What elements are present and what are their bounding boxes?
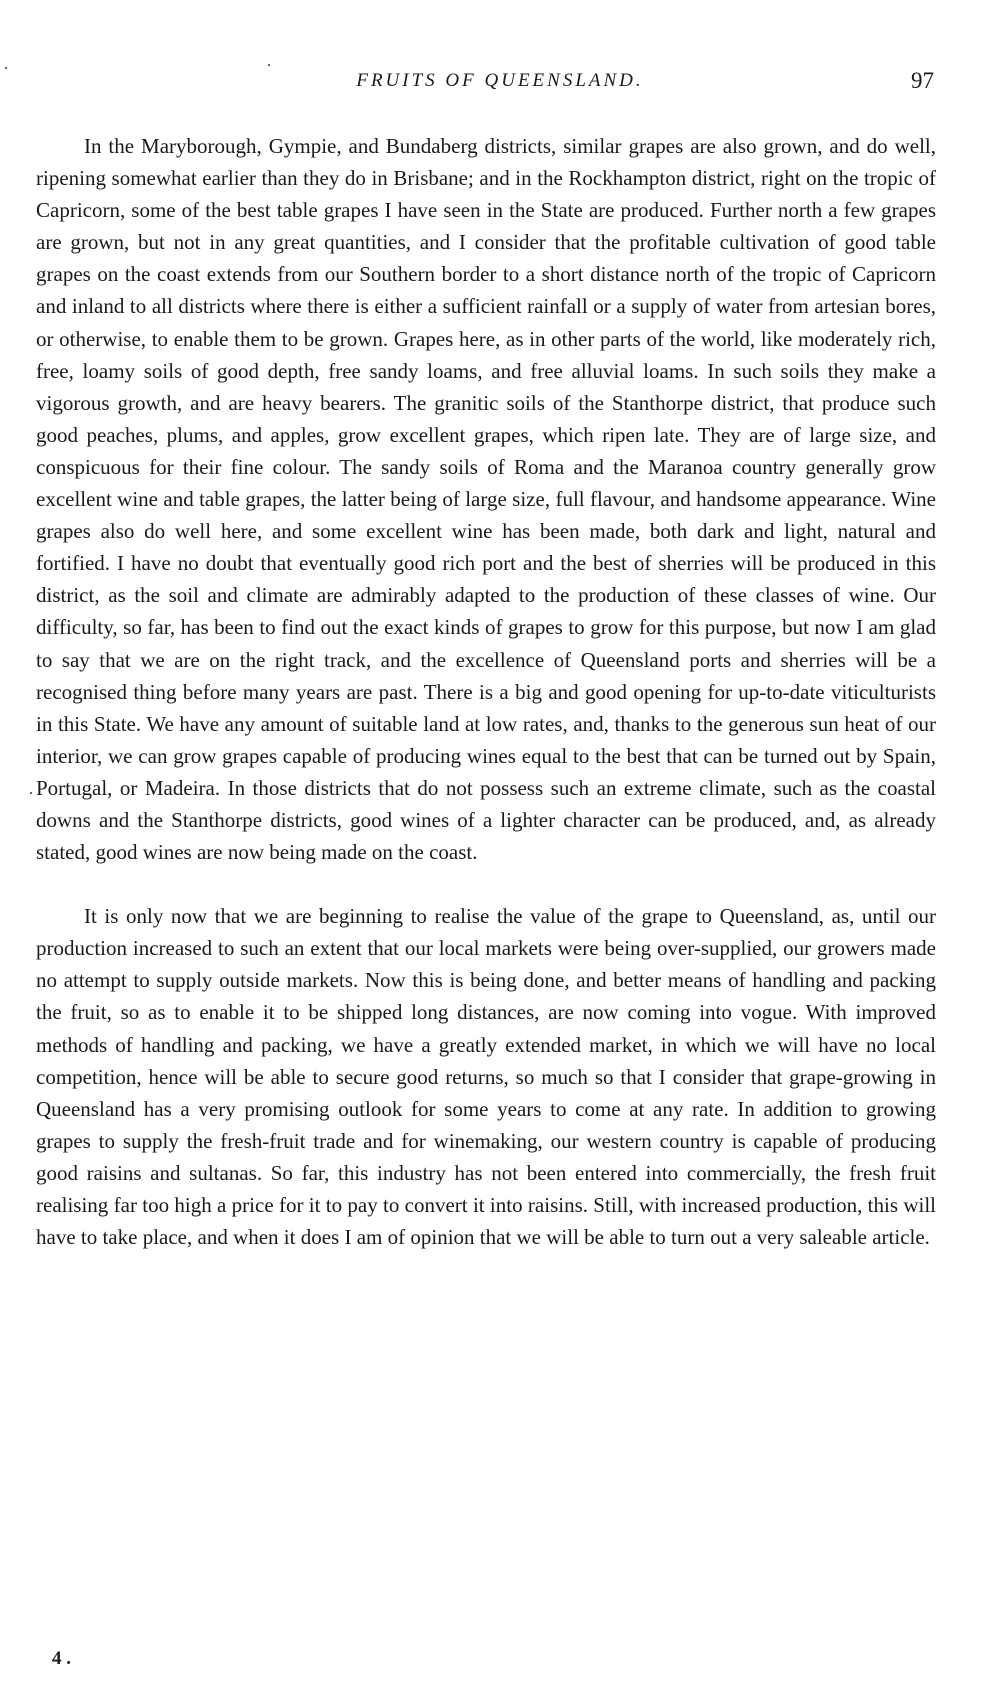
print-speck	[30, 792, 32, 794]
print-speck	[5, 67, 7, 69]
paragraph: In the Maryborough, Gympie, and Bundaberg districts, similar grapes are also grown, and do well, ripening somewhat earlier than they do in Brisbane; and in the Rockhampton district, right on the tropic of Capricorn, some of the best table grapes I have seen in the State are produced. Further north a few grapes are grown, but not in any great quantities, and I consider that the profitable cultivation of good table grapes on the coast extends from our Southern border to a short distance north of the tropic of Capricorn and inland to all districts where there is either a sufficient rainfall or a supply of water from artesian bores, or otherwise, to enable them to be grown. Grapes here, as in other parts of the world, like moderately rich, free, loamy soils of good depth, free sandy loams, and free alluvial loams. In such soils they make a vigorous growth, and are heavy bearers. The granitic soils of the Stanthorpe district, that produce such good peaches, plums, and apples, grow excellent grapes, which ripen late. They are of large size, and conspicuous for their fine colour. The sandy soils of Roma and the Maranoa country generally grow excellent wine and table grapes, the latter being of large size, full flavour, and handsome appearance. Wine grapes also do well here, and some excellent wine has been made, both dark and light, natural and fortified. I have no doubt that eventually good rich port and the best of sherries will be produced in this district, as the soil and climate are admirably adapted to the production of these classes of wine. Our difficulty, so far, has been to find out the exact kinds of grapes to grow for this purpose, but now I am glad to say that we are on the right track, and the excellence of Queensland ports and sherries will be a recognised thing before many years are past. There is a big and good opening for up-to-date viticulturists in this State. We have any amount of suitable land at low rates, and, thanks to the generous sun heat of our interior, we can grow grapes capable of producing wines equal to the best that can be turned out by Spain, Portugal, or Madeira. In those districts that do not possess such an extreme climate, such as the coastal downs and the Stanthorpe districts, good wines of a lighter character can be produced, and, as already stated, good wines are now being made on the coast.	[36, 134, 936, 865]
running-header	[0, 68, 1000, 98]
page-number: 97	[911, 68, 934, 93]
running-title: FRUITS OF QUEENSLAND.	[356, 70, 644, 91]
body-text	[36, 130, 936, 1253]
print-speck	[268, 64, 270, 66]
signature-mark: 4 .	[52, 1648, 71, 1669]
paragraph: It is only now that we are beginning to realise the value of the grape to Queensland, as, until our production increased to such an extent that our local markets were being over-supplied, our growers made no attempt to supply outside markets. Now this is being done, and better means of handling and packing the fruit, so as to enable it to be shipped long distances, are now coming into vogue. With improved methods of handling and packing, we have a greatly extended market, in which we will have no local competition, hence will be able to secure good returns, so much so that I consider that grape-growing in Queensland has a very promising outlook for some years to come at any rate. In addition to growing grapes to supply the fresh-fruit trade and for winemaking, our western country is capable of producing good raisins and sultanas. So far, this industry has not been entered into commercially, the fresh fruit realising far too high a price for it to pay to convert it into raisins. Still, with increased production, this will have to take place, and when it does I am of opinion that we will be able to turn out a very saleable article.	[36, 904, 936, 1250]
